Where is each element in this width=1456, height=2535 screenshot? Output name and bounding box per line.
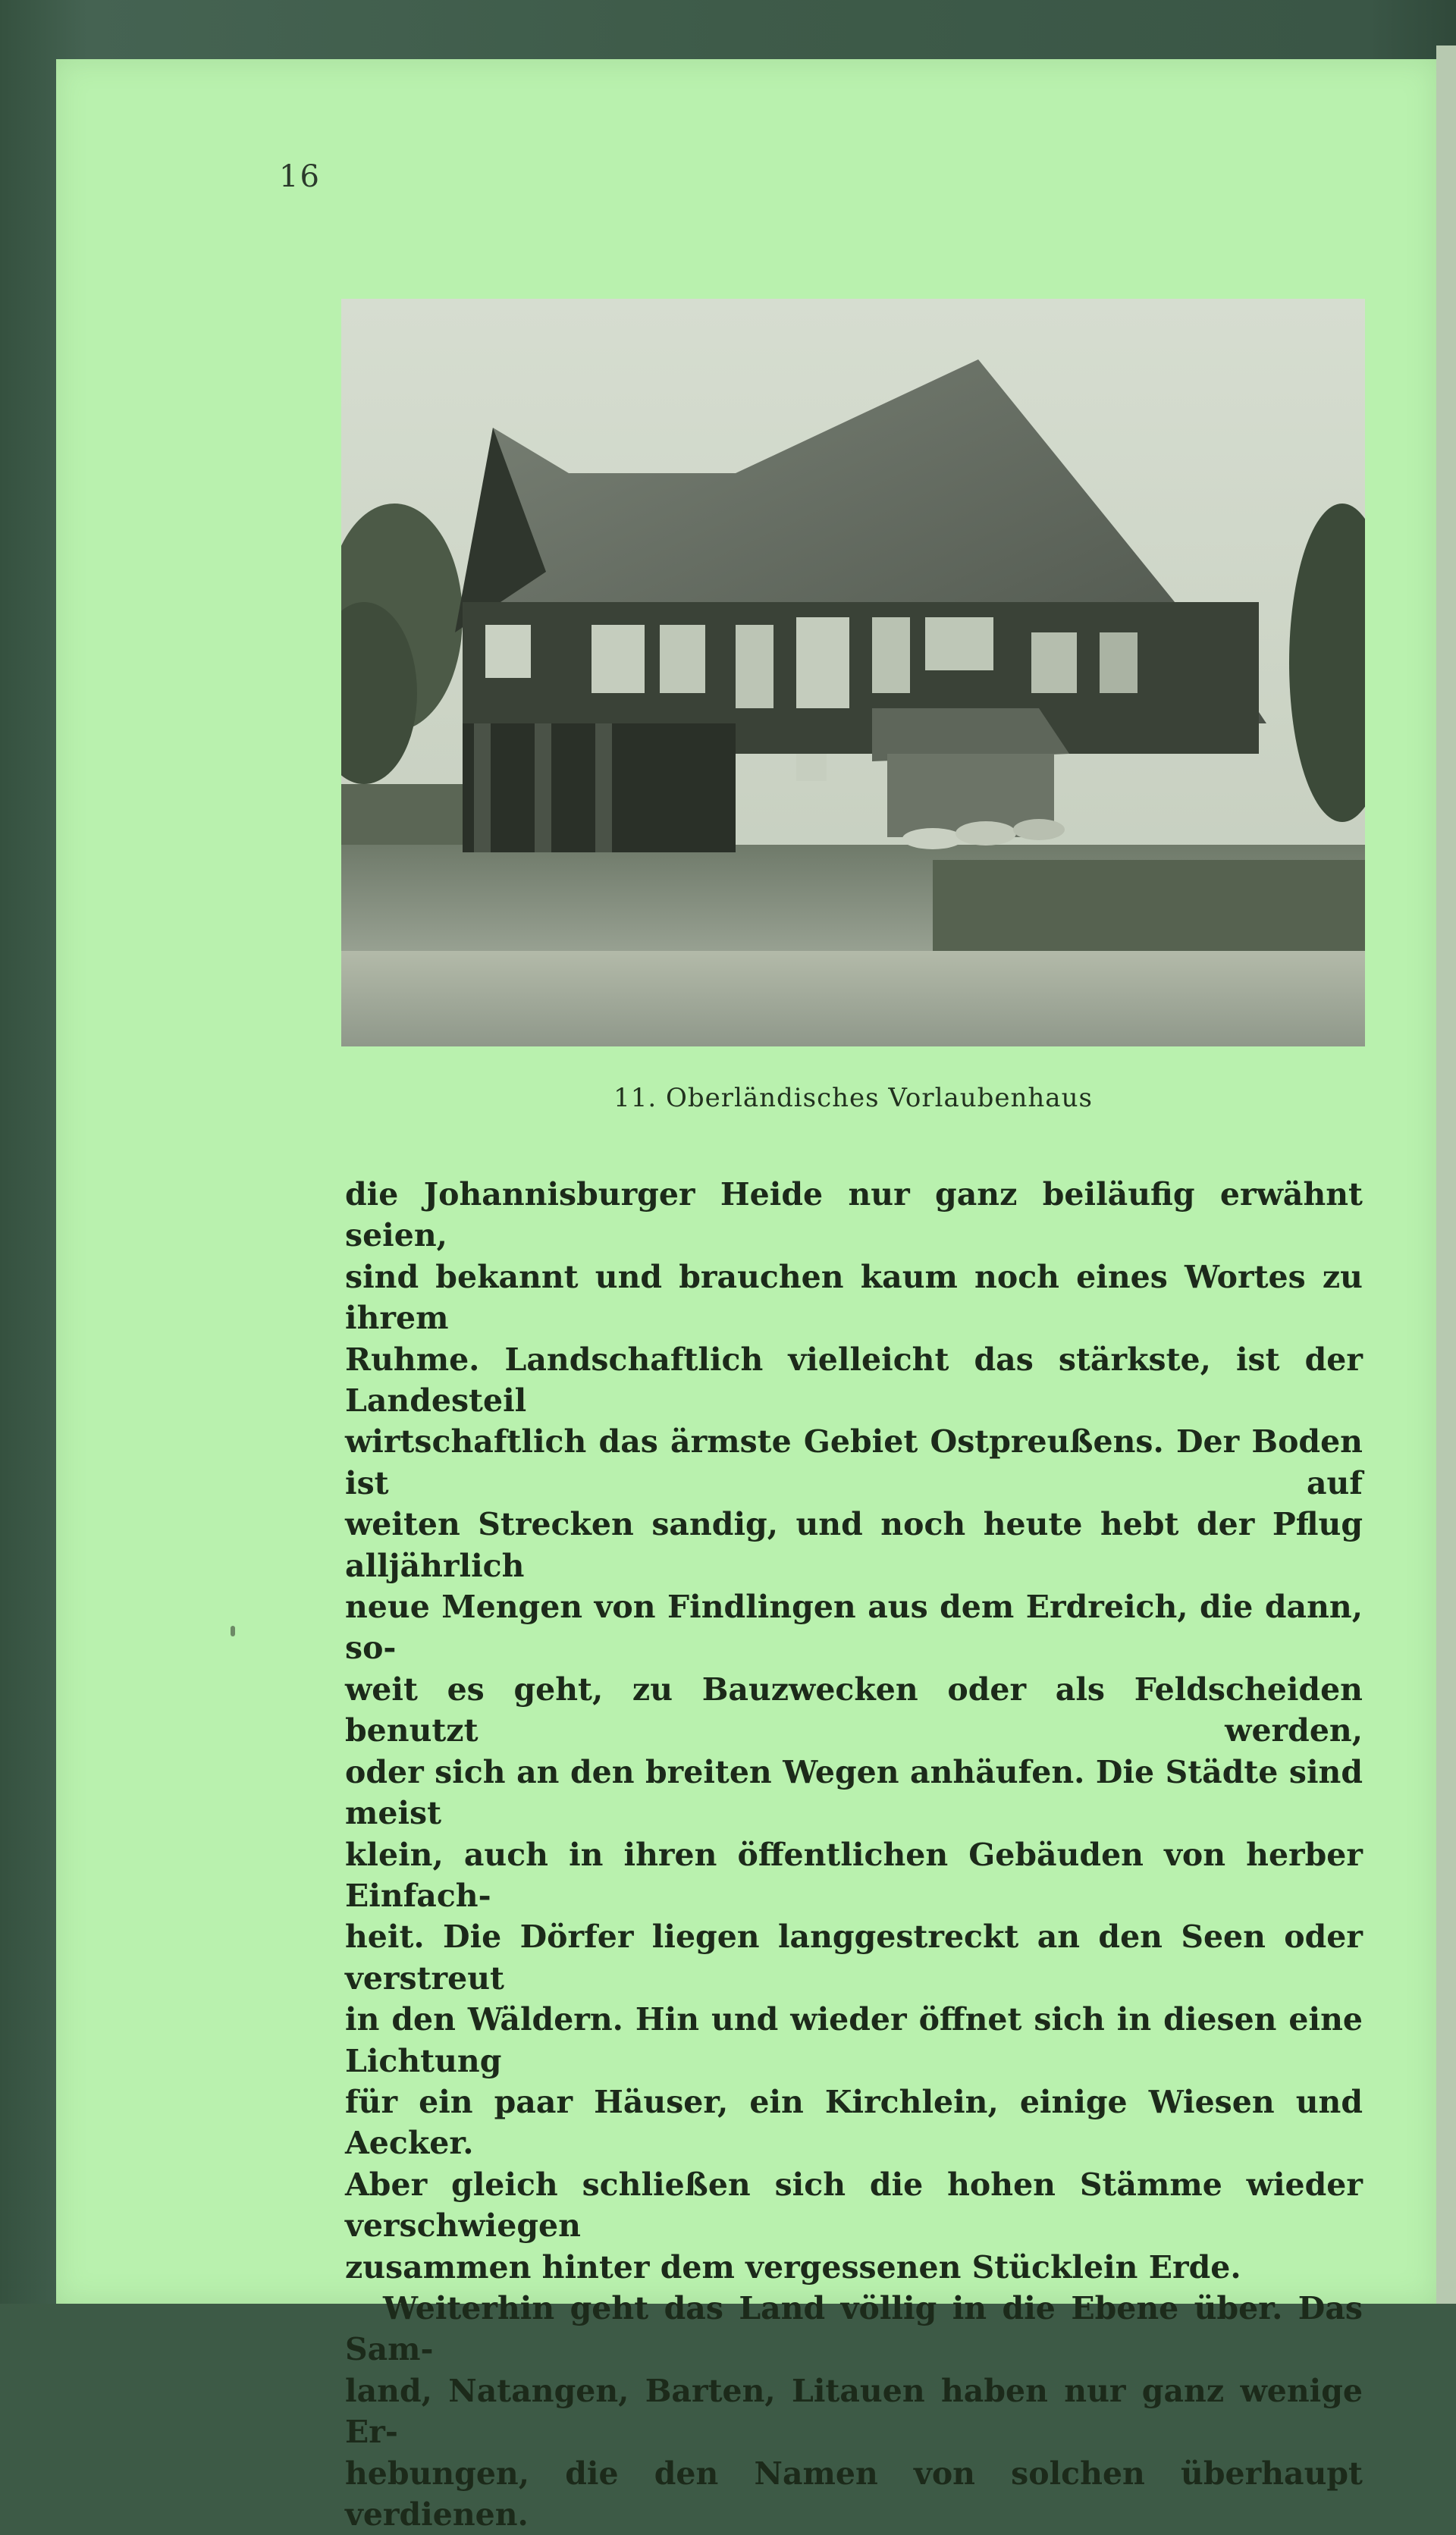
text-line: in den Wäldern. Hin und wieder öffnet sich in diesen eine Lichtung — [345, 2001, 1363, 2079]
text-line: sind bekannt und brauchen kaum noch eines Wortes zu ihrem — [345, 1258, 1363, 1337]
text-line: wirtschaftlich das ärmste Gebiet Ostpreußens. Der Boden ist auf — [345, 1423, 1363, 1501]
text-line: neue Mengen von Findlingen aus dem Erdreich, die dann, so- — [345, 1589, 1363, 1667]
figure-caption: 11. Oberländisches Vorlaubenhaus — [613, 1083, 1093, 1113]
text-line: hebungen, die den Namen von solchen überhaupt verdienen. — [345, 2455, 1363, 2533]
text-line: Weiterhin geht das Land völlig in die Ebene über. Das Sam- — [345, 2289, 1363, 2368]
house-photograph — [341, 299, 1365, 1046]
adjacent-page-edge — [1436, 45, 1456, 2304]
body-text — [345, 1174, 1363, 2535]
text-line: die Johannisburger Heide nur ganz beiläufig erwähnt seien, — [345, 1176, 1363, 1254]
text-line: Ruhme. Landschaftlich vielleicht das stärkste, ist der Landesteil — [345, 1341, 1363, 1420]
text-line: heit. Die Dörfer liegen langgestreckt an den Seen oder verstreut — [345, 1919, 1363, 1997]
text-line: land, Natangen, Barten, Litauen haben nur ganz wenige Er- — [345, 2372, 1363, 2451]
text-line: zusammen hinter dem vergessenen Stücklein Erde. — [345, 2248, 1241, 2286]
paper-speck — [231, 1626, 235, 1636]
text-line: weit es geht, zu Bauzwecken oder als Feldscheiden benutzt werden, — [345, 1671, 1363, 1749]
text-line: oder sich an den breiten Wegen anhäufen. Die Städte sind meist — [345, 1753, 1363, 1832]
text-line: für ein paar Häuser, ein Kirchlein, einige Wiesen und Aecker. — [345, 2083, 1363, 2162]
text-line: klein, auch in ihren öffentlichen Gebäuden von herber Einfach- — [345, 1836, 1363, 1914]
text-line: Aber gleich schließen sich die hohen Stämme wieder verschwiegen — [345, 2166, 1363, 2245]
page-number: 16 — [279, 159, 321, 194]
text-line: weiten Strecken sandig, und noch heute hebt der Pflug alljährlich — [345, 1506, 1363, 1584]
